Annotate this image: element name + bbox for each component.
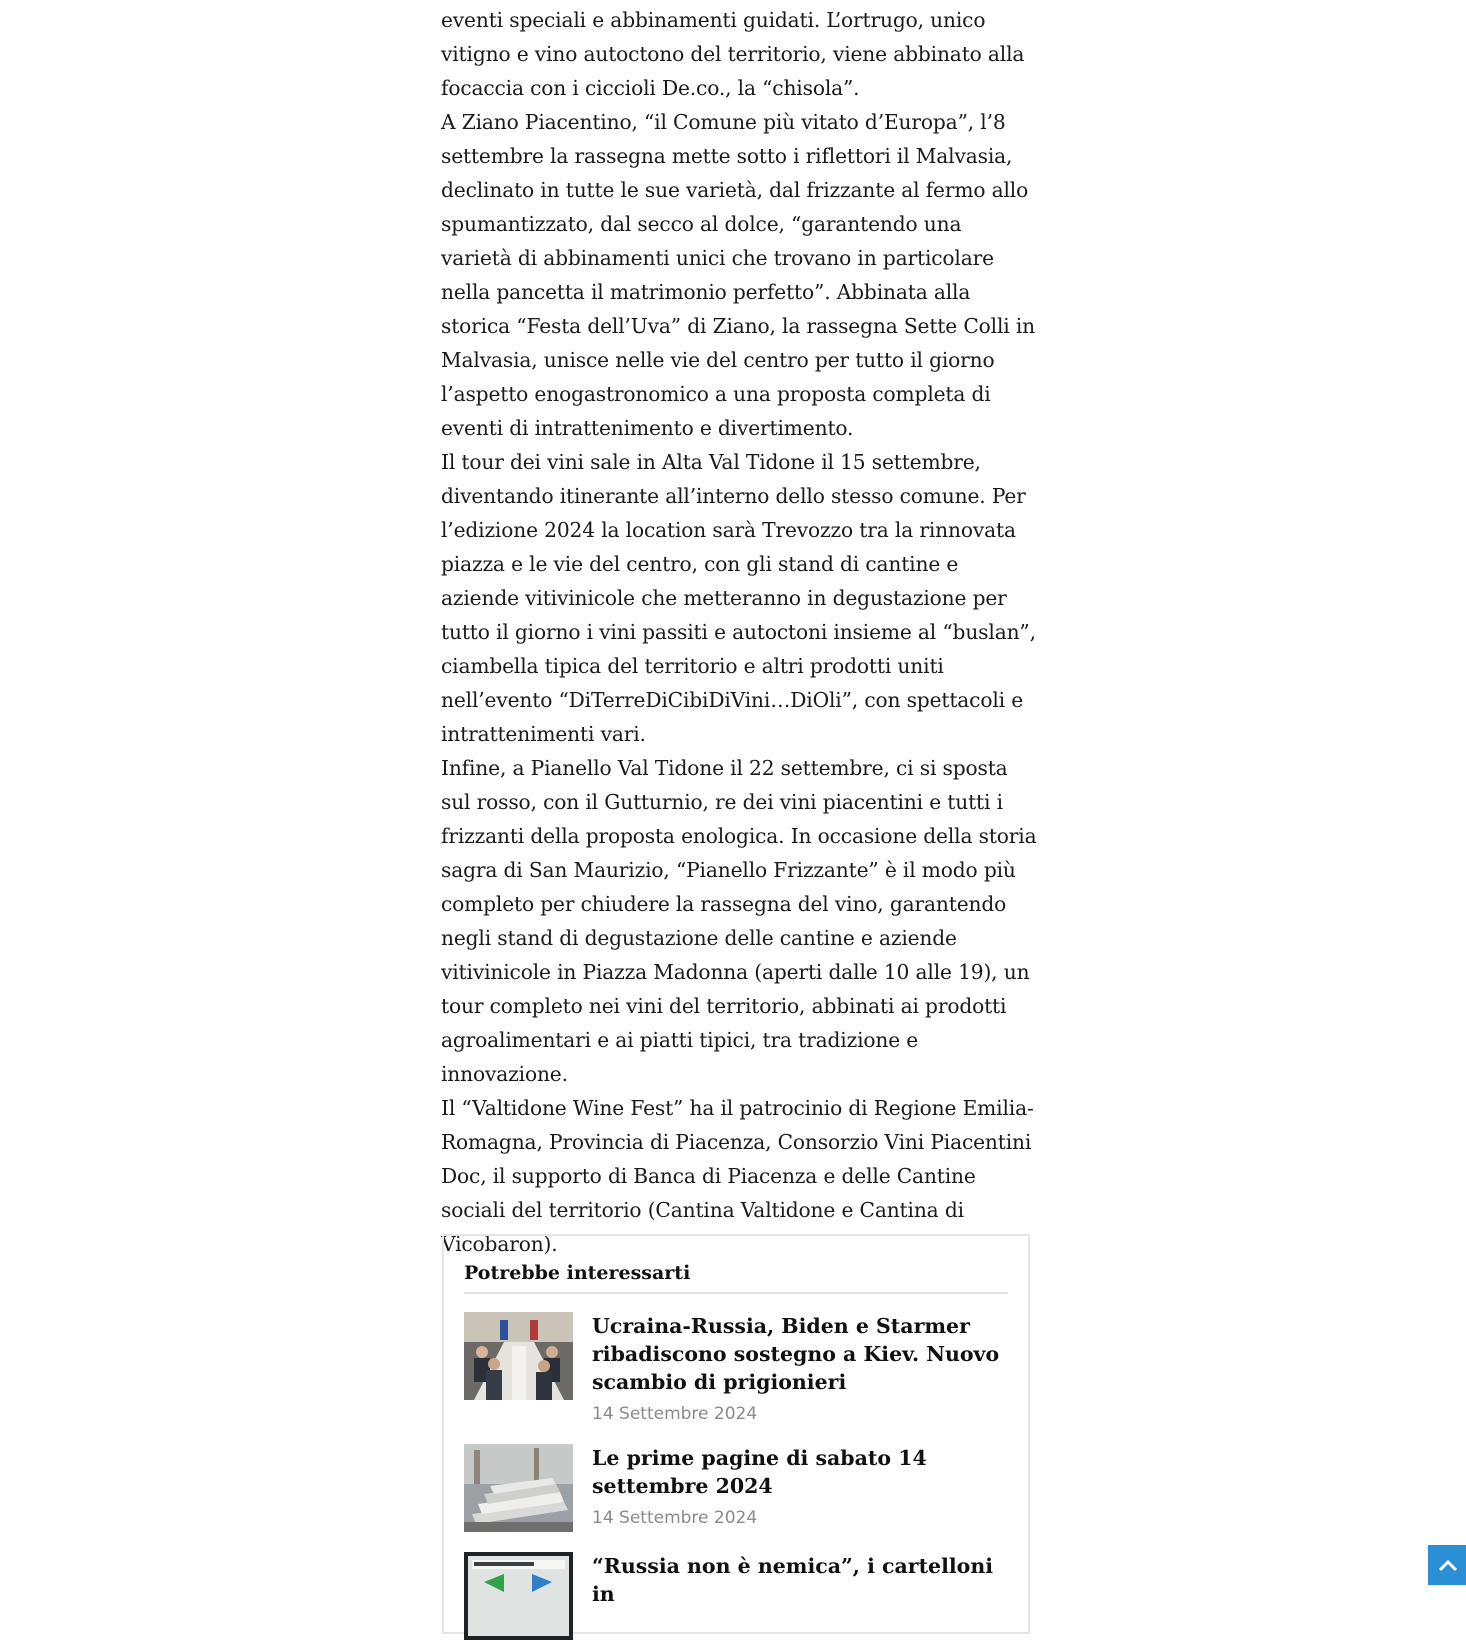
related-item-date: 14 Settembre 2024 [592,1508,758,1528]
related-item-title[interactable]: Ucraina-Russia, Biden e Starmer ribadiscono sostegno a Kiev. Nuovo scambio di prigionieri [592,1314,1000,1394]
related-thumbnail[interactable] [464,1552,573,1640]
article-paragraph: eventi speciali e abbinamenti guidati. L’ortrugo, unico vitigno e vino autoctono del territorio, viene abbinato alla focaccia con i ciccioli De.co., la “chisola”. [441,8,1025,100]
related-item-text [592,1444,1008,1528]
article-paragraph: Il tour dei vini sale in Alta Val Tidone il 15 settembre, diventando itinerante all’interno dello stesso comune. Per l’edizione 2024 la location sarà Trevozzo tra la rinnovata piazza e le vie del centro, con gli stand di cantine e aziende vitivinicole che metteranno in degustazione per tutto il giorno i vini passiti e autoctoni insieme al “buslan”, ciambella tipica del territorio e altri prodotti uniti nell’evento “DiTerreDiCibiDiVini…DiOli”, con spettacoli e intrattenimenti vari. [441,450,1036,746]
related-divider [464,1292,1008,1294]
article-body [441,3,1037,1261]
article-paragraph: Il “Valtidone Wine Fest” ha il patrocinio di Regione Emilia-Romagna, Provincia di Piacenza, Consorzio Vini Piacentini Doc, il supporto di Banca di Piacenza e delle Cantine sociali del territorio (Cantina Valtidone e Cantina di Vicobaron). [441,1096,1034,1256]
related-articles-box [442,1234,1030,1634]
related-title: Potrebbe interessarti [464,1262,691,1284]
related-item-title[interactable]: Le prime pagine di sabato 14 settembre 2024 [592,1446,927,1498]
related-item-title[interactable]: “Russia non è nemica”, i cartelloni in [592,1554,994,1606]
related-thumbnail[interactable] [464,1444,573,1532]
article-paragraph: Infine, a Pianello Val Tidone il 22 settembre, ci si sposta sul rosso, con il Gutturnio, re dei vini piacentini e tutti i frizzanti della proposta enologica. In occasione della storia sagra di San Maurizio, “Pianello Frizzante” è il modo più completo per chiudere la rassegna del vino, garantendo negli stand di degustazione delle cantine e aziende vitivinicole in Piazza Madonna (aperti dalle 10 alle 19), un tour completo nei vini del territorio, abbinati ai prodotti agroalimentari e ai piatti tipici, tra tradizione e innovazione. [441,756,1037,1086]
scroll-to-top-button[interactable] [1428,1545,1466,1585]
related-item-text [592,1312,1008,1424]
related-thumbnail[interactable] [464,1312,573,1400]
arrow-up-icon [1438,1558,1458,1572]
related-item-text [592,1552,1008,1608]
related-item-date: 14 Settembre 2024 [592,1404,758,1424]
article-paragraph: A Ziano Piacentino, “il Comune più vitato d’Europa”, l’8 settembre la rassegna mette sotto i riflettori il Malvasia, declinato in tutte le sue varietà, dal frizzante al fermo allo spumantizzato, dal secco al dolce, “garantendo una varietà di abbinamenti unici che trovano in particolare nella pancetta il matrimonio perfetto”. Abbinata alla storica “Festa dell’Uva” di Ziano, la rassegna Sette Colli in Malvasia, unisce nelle vie del centro per tutto il giorno l’aspetto enogastronomico a una proposta completa di eventi di intrattenimento e divertimento. [441,110,1035,440]
